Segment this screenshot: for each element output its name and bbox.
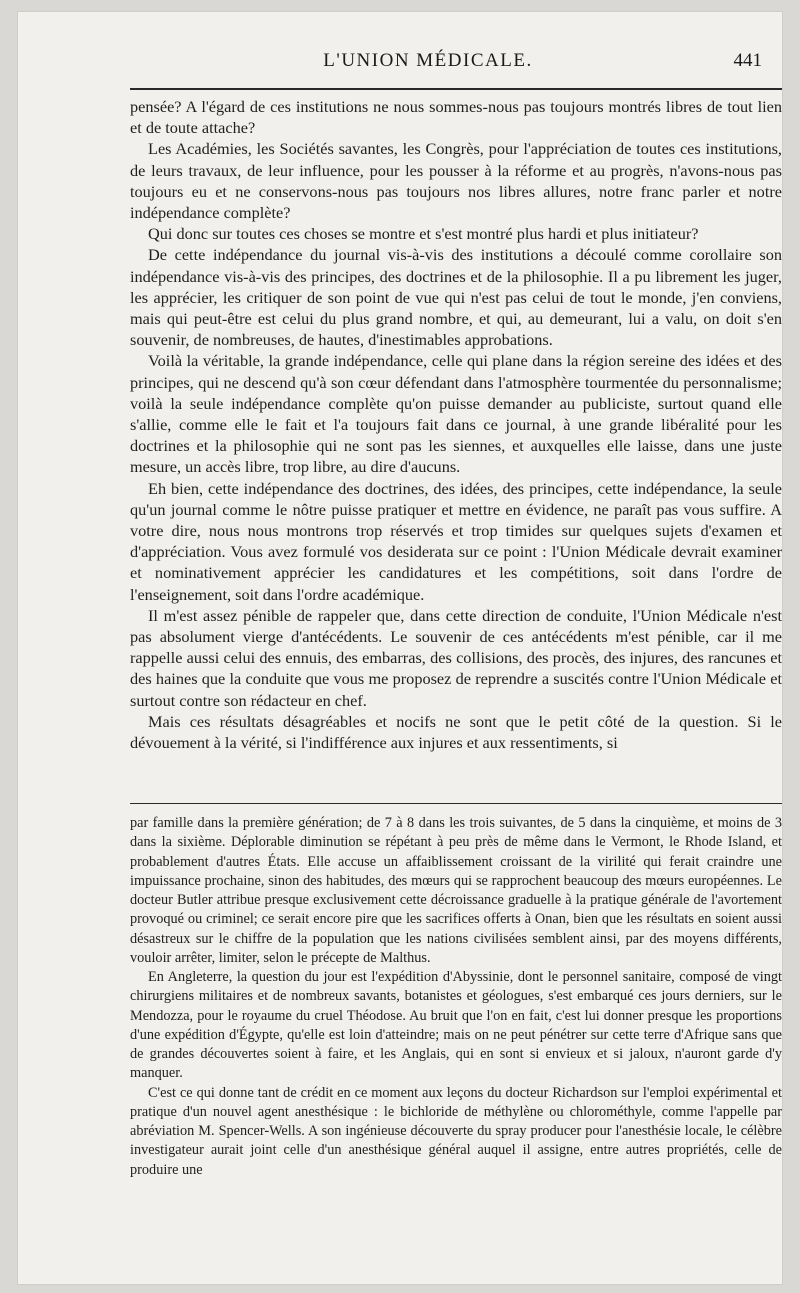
paragraph: Qui donc sur toutes ces choses se montre et s'est montré plus hardi et plus initiateur? — [148, 224, 699, 244]
footnote-paragraph: C'est ce qui donne tant de crédit en ce moment aux leçons du docteur Richardson sur l'emploi expérimental et pratique d'un nouvel agent anesthésique : le bichloride de méthylène ou chlorométhyle, comme l'appelle par abréviation M. Spencer-Wells. A son ingénieuse découverte du spray producer pour l'anesthésie locale, le célèbre investigateur aurait joint celle d'un anesthésique général auquel il assigne, entre autres propriétés, celle de produire une — [130, 1084, 782, 1178]
paragraph: Les Académies, les Sociétés savantes, les Congrès, pour l'appréciation de toutes ces institutions, de leurs travaux, de leur influence, pour les pousser à la réforme et au progrès, n'avons-nous pas toujours eu et ne conservons-nous pas toujours nos libres allures, notre franc parler et notre indépendance complète? — [130, 139, 782, 223]
paragraph: De cette indépendance du journal vis-à-vis des institutions a découlé comme corollaire son indépendance vis-à-vis des principes, des doctrines et de la philosophie. Il a pu librement les juger, les apprécier, les critiquer de son point de vue qui n'est pas celui de tout le monde, j'en conviens, mais qui peut-être est celui du plus grand nombre, et qui, au demeurant, lui a valu, on doit s'en souvenir, de nombreuses, de hautes, d'inestimables approbations. — [130, 245, 782, 350]
footnote-paragraph: En Angleterre, la question du jour est l'expédition d'Abyssinie, dont le personnel sanitaire, composé de vingt chirurgiens militaires et de nombreux savants, botanistes et géologues, s'est embarqué ces jours derniers, sur le Mendozza, pour le royaume du cruel Théodose. Au bruit que l'on en fait, c'est lui donner presque les proportions d'une expédition d'Égypte, qu'elle est loin d'atteindre; mais on ne peut pénétrer sur cette terre d'Afrique sans que de grandes découvertes soient à faire, et les Anglais, qui en sont si envieux et si jaloux, n'auront garde d'y manquer. — [130, 969, 782, 1082]
paragraph: Mais ces résultats désagréables et nocifs ne sont que le petit côté de la question. Si le dévouement à la vérité, si l'indifférence aux injures et aux ressentiments, si — [130, 711, 782, 753]
header-rule — [130, 88, 782, 90]
paragraph: Eh bien, cette indépendance des doctrines, des idées, des principes, cette indépendance, la seule qu'un journal comme le nôtre puisse pratiquer et mettre en évidence, ne paraît pas vous suffire. A votre dire, nous nous montrons trop réservés et trop timides sur quelques sujets d'examen et d'appréciation. Vous avez formulé vos desiderata sur ce point : l'Union Médicale devrait examiner et nominativement apprécier les candidatures et les compétitions, soit dans l'ordre de l'enseignement, soit dans l'ordre académique. — [130, 478, 782, 604]
main-text — [130, 96, 782, 753]
footnote-paragraph: par famille dans la première génération; de 7 à 8 dans les trois suivantes, de 5 dans la cinquième, et moins de 3 dans la sixième. Déplorable diminution se répétant à peu près de même dans le Vermont, le Rhode Island, et probablement d'autres États. Elle accuse un affaiblissement croissant de la virilité qui ferait craindre une impuissance prochaine, sinon des habitudes, des mœurs qui se rapprochent beaucoup des mœurs européennes. Le docteur Butler attribue presque exclusivement cette décroissance graduelle à la pratique générale de l'avortement provoqué ou criminel; ce serait encore pire que les sacrifices offerts à Onan, bien que les résultats en soient aussi désastreux sur le chiffre de la population que les nations civilisées semblent ainsi, par des moyens différents, vouloir arrêter, limiter, selon le précepte de Malthus. — [130, 815, 782, 966]
book-page — [18, 12, 782, 1284]
running-title: L'UNION MÉDICALE. — [323, 50, 533, 71]
section-rule — [130, 803, 782, 804]
page-number: 441 — [733, 50, 762, 71]
paragraph: Il m'est assez pénible de rappeler que, dans cette direction de conduite, l'Union Médicale n'est pas absolument vierge d'antécédents. Le souvenir de ces antécédents m'est pénible, car il me rappelle aussi celui des ennuis, des embarras, des collisions, des procès, des injures, des rancunes et des haines que la conduite que vous me proposez de reprendre a suscités contre l'Union Médicale et surtout contre son rédacteur en chef. — [130, 605, 782, 710]
paragraph: Voilà la véritable, la grande indépendance, celle qui plane dans la région sereine des idées et des principes, qui ne descend qu'à son cœur défendant dans l'atmosphère tourmentée du personnalisme; voilà la seule indépendance complète qu'on puisse demander au publiciste, surtout quand elle s'allie, comme elle le fait et l'a toujours fait dans ce journal, à une grande libéralité pour les doctrines et la philosophie qui ne sont pas les siennes, et auxquelles elle laisse, dans une juste mesure, un accès libre, trop libre, au dire d'aucuns. — [130, 351, 782, 477]
paragraph: pensée? A l'égard de ces institutions ne nous sommes-nous pas toujours montrés libres de tout lien et de toute attache? — [130, 97, 782, 138]
footnote-text — [130, 814, 782, 1180]
page-header — [88, 46, 768, 76]
